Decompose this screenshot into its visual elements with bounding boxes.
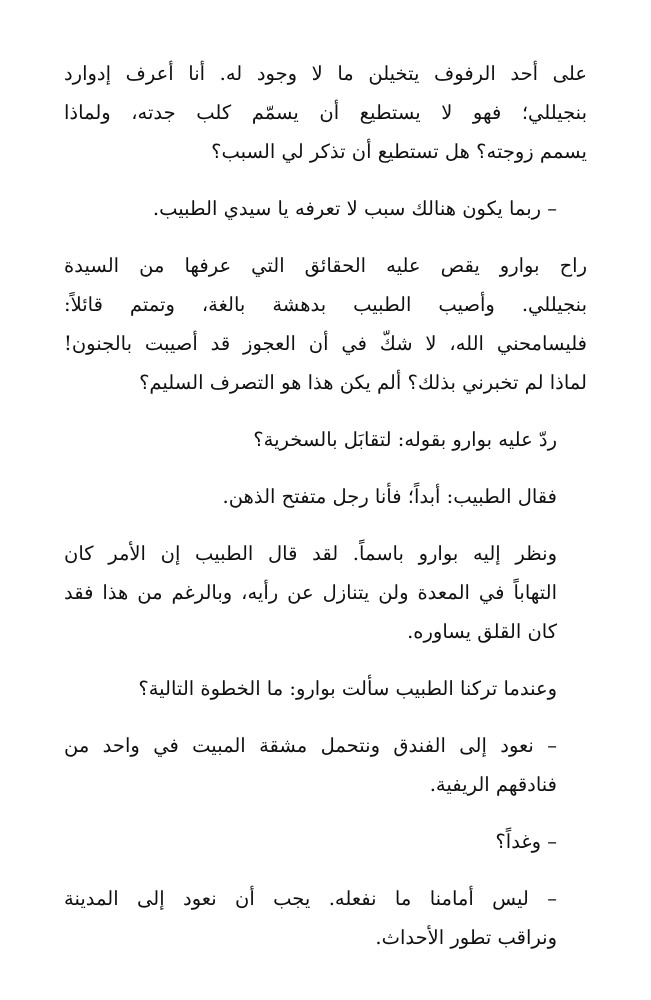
text-line: ونراقب تطور الأحداث. [375, 926, 557, 949]
text-line: ردّ عليه بوارو بقوله: لتقابَل بالسخرية؟ [253, 428, 557, 451]
text-line: – وغداً؟ [495, 830, 557, 853]
text-line: بنجيللي. وأصيب الطبيب بدهشة بالغة، وتمتم قائلاً: [64, 293, 587, 316]
paragraph [64, 669, 587, 708]
text-line: كان القلق يساوره. [407, 620, 557, 643]
text-line: فنادقهم الريفية. [429, 773, 557, 796]
text-line: – ليس أمامنا ما نفعله. يجب أن نعود إلى المدينة [64, 887, 557, 910]
paragraph [64, 420, 587, 459]
paragraph [64, 879, 587, 957]
text-line: ونظر إليه بوارو باسماً. لقد قال الطبيب إن الأمر كان [64, 542, 557, 565]
text-line: – نعود إلى الفندق ونتحمل مشقة المبيت في واحد من [64, 734, 557, 757]
text-line: لماذا لم تخبرني بذلك؟ ألم يكن هذا هو التصرف السليم؟ [139, 371, 587, 394]
text-line: وعندما تركنا الطبيب سألت بوارو: ما الخطوة التالية؟ [138, 677, 557, 700]
paragraph [64, 534, 587, 651]
text-line: – ربما يكون هنالك سبب لا تعرفه يا سيدي الطبيب. [152, 197, 557, 220]
text-line: التهاباً في المعدة ولن يتنازل عن رأيه، وبالرغم من هذا فقد [64, 581, 557, 604]
paragraph [64, 246, 587, 402]
text-line: راح بوارو يقص عليه الحقائق التي عرفها من السيدة [64, 254, 587, 277]
text-line: يسمم زوجته؟ هل تستطيع أن تذكر لي السبب؟ [211, 140, 587, 163]
paragraph [64, 477, 587, 516]
paragraph [64, 189, 587, 228]
text-line: فليسامحني الله، لا شكّ في أن العجوز قد أصيبت بالجنون! [64, 332, 587, 355]
paragraph [64, 822, 587, 861]
text-line: بنجيللي؛ فهو لا يستطيع أن يسمّم كلب جدته، ولماذا [64, 101, 587, 124]
text-line: على أحد الرفوف يتخيلن ما لا وجود له. أنا أعرف إدوارد [64, 62, 587, 85]
paragraph [64, 726, 587, 804]
paragraph [64, 54, 587, 171]
text-line: فقال الطبيب: أبداً؛ فأنا رجل متفتح الذهن. [222, 485, 557, 508]
